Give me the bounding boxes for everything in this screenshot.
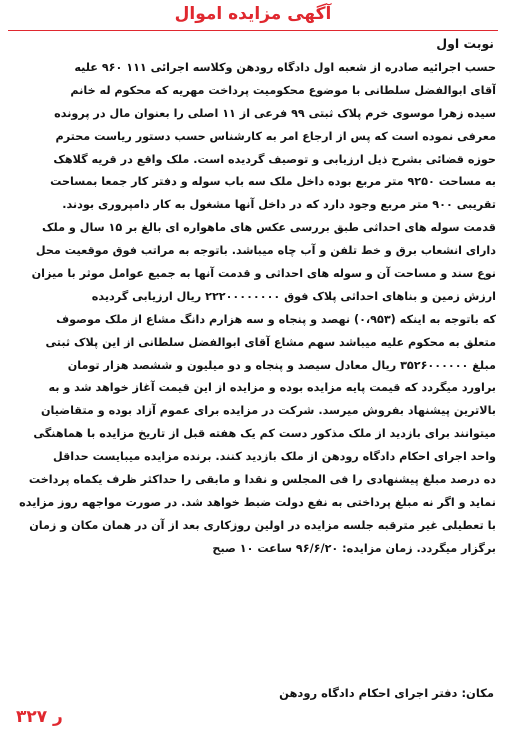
body-line: ده درصد مبلغ پیشنهادی را فی المجلس و نقدا و مابقی را حداکثر ظرف یکماه پرداخت (28, 473, 496, 487)
body-line: که باتوجه به اینکه (۰،۹۵۳) نهصد و پنجاه و سه هزارم دانگ مشاع از ملک موصوف (56, 312, 496, 326)
body-line: ارزش زمین و بناهای احداثی پلاک فوق ۲۲۲۰۰۰۰۰۰۰۰ ریال ارزیابی گردیده (91, 289, 496, 303)
body-line: حسب اجرائیه صادره از شعبه اول دادگاه رودهن وکلاسه اجرائی ۱۱۱ ۹۶۰ علیه (74, 61, 496, 74)
body-line: مبلغ ۳۵۲۶۰۰۰۰۰۰ ریال معادل سیصد و پنجاه و دو میلیون و ششصد هزار تومان (67, 358, 496, 372)
body-line: معرفی نموده است که پس از ارجاع امر به کارشناس حسب دستور ریاست محترم (55, 129, 496, 143)
body-line: سیده زهرا موسوی خرم پلاک ثبتی ۹۹ فرعی از ۱۱ اصلی را بعنوان مال در پرونده (54, 106, 496, 120)
body-line: بالاترین پیشنهاد بفروش میرسد. شرکت در مزایده برای عموم آزاد بوده و متقاضیان (40, 404, 496, 418)
auction-location: مکان: دفتر اجرای احکام دادگاه رودهن (279, 686, 494, 700)
notice-code: ر ۳۲۷ (16, 707, 63, 727)
body-line: برگزار میگردد. زمان مزایده: ۹۶/۶/۲۰ ساعت ۱۰ صبح (212, 541, 496, 555)
notice-title: آگهی مزایده اموال (174, 4, 332, 24)
body-line: قدمت سوله های احداثی طبق بررسی عکس های ماهواره ای بالغ بر ۱۵ سال و ملک (42, 221, 496, 235)
body-line: آقای ابوالفضل سلطانی با موضوع محکومیت پرداخت مهریه که محکوم له خانم (70, 83, 496, 97)
body-line: حوزه قضائی بشرح ذیل ارزیابی و توصیف گردیده است. ملک واقع در قریه گلاهک (53, 152, 496, 166)
body-line: میتوانند برای بازدید از ملک مذکور دست کم یک هفته قبل از تاریخ مزایده با هماهنگی (33, 427, 496, 441)
body-line: واحد اجرای احکام دادگاه رودهن از ملک بازدید کنند. برنده مزایده میبایست حداقل (53, 450, 496, 464)
body-line: به مساحت ۹۲۵۰ متر مربع بوده داخل ملک سه باب سوله و دفتر کار جمعا بمساحت (50, 175, 496, 189)
title-divider (8, 30, 498, 31)
notice-round: نوبت اول (436, 36, 494, 51)
body-line: تقریبی ۹۰۰ متر مربع وجود دارد که در داخل آنها مشغول به کار دامپروری بودند. (62, 198, 496, 212)
body-line: دارای انشعاب برق و خط تلفن و آب چاه میباشد. باتوجه به مراتب فوق موقعیت محل (35, 244, 496, 258)
body-line: نوع سند و مساحت آن و سوله های احداثی و قدمت آنها به جمیع عوامل موثر با میزان (31, 267, 496, 281)
body-line: با تعطیلی غیر مترقبه جلسه مزایده در اولین روزکاری بعد از آن در همان مکان و زمان (29, 518, 496, 532)
body-line: متعلق به محکوم علیه میباشد سهم مشاع آقای ابوالفضل سلطانی از این پلاک ثبتی (45, 335, 496, 349)
body-line: نماید و اگر نه مبلغ پرداختی به نفع دولت ضبط خواهد شد. در صورت مواجهه روز مزایده (19, 495, 496, 509)
body-line: براورد میگردد که قیمت پایه مزایده بوده و مزایده از این قیمت آغاز خواهد شد و به (48, 381, 496, 395)
notice-body (7, 57, 496, 561)
